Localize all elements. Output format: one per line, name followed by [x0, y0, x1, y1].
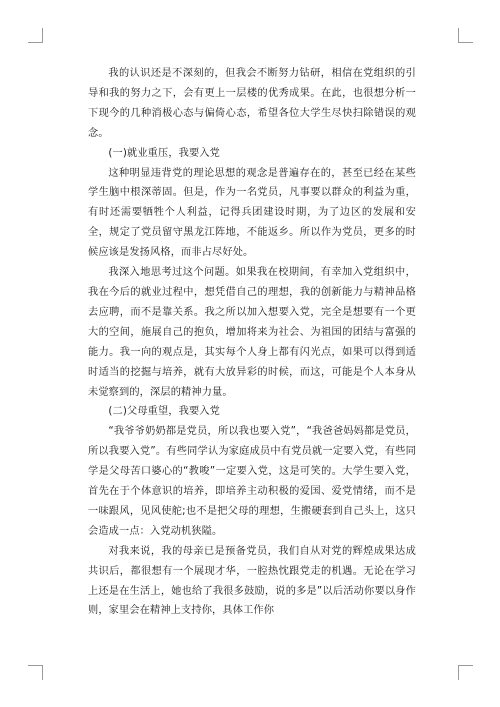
crop-mark-bottom-left	[28, 665, 43, 680]
paragraph-intro: 我的认识还是不深刻的，但我会不断努力钻研，相信在党组织的引导和我的努力之下，会有更上一层楼的优秀成果。在此，也很想分析一下现今的几种消极心态与偏倚心态，希望各位大学生尽快扫除错误的观念。	[88, 68, 416, 139]
section-heading-parents: (二)父母重望，我要入党	[108, 406, 221, 418]
paragraph-parents-personal: 对我来说，我的母亲已是预备党员，我们自从对党的辉煌成果达成共识后，都很想有一个展现才华，一腔热忱跟党走的机遇。无论在学习上还是在生活上，她也给了我很多鼓励，说的多是”以后活动你要以身作则，家里会在精神上支持你，具体工作你	[88, 545, 416, 617]
document-body	[88, 64, 416, 621]
crop-mark-bottom-right	[458, 665, 473, 680]
crop-mark-top-right	[458, 28, 473, 43]
paragraph-parents-view: “我爷爷奶奶都是党员，所以我也要入党”，“我爸爸妈妈都是党员，所以我要入党”。有些同学认为家庭成员中有党员就一定要入党，有些同学是父母苦口婆心的“教唆”一定要入党，这是可笑的。大学生要入党，首先在于个体意识的培养，即培养主动积极的爱国、爱党情绪，而不是一味跟风，见风使舵;也不是把父母的理想，生搬硬套到自己头上，这只会造成一点：入党动机狭隘。	[88, 426, 416, 537]
crop-mark-top-left	[28, 28, 43, 43]
paragraph-employment-view: 这种明显违背党的理论思想的观念是普遍存在的，甚至已经在某些学生脑中根深蒂固。但是，作为一名党员，凡事要以群众的利益为重，有时还需要牺牲个人利益，记得兵团建设时期，为了边区的发展和安全，规定了党员留守黑龙江阵地，不能返乡。所以作为党员，更多的时候应该是发扬风格，而非占尽好处。	[88, 167, 416, 259]
paragraph-employment-reflection: 我深入地思考过这个问题。如果我在校期间，有幸加入党组织中，我在今后的就业过程中，想凭借自己的理想，我的创新能力与精神品格去应聘，而不是靠关系。我之所以加入想要入党，完全是想要有一个更大的空间，施展自己的抱负，增加将来为社会、为祖国的团结与富强的能力。我一向的观点是，其实每个人身上都有闪光点，如果可以得到适时适当的挖掘与培养，就有大放异彩的时候，而这，可能是个人本身从未觉察到的，深层的精神力量。	[88, 267, 416, 398]
section-heading-employment: (一)就业重压，我要入党	[108, 147, 221, 159]
